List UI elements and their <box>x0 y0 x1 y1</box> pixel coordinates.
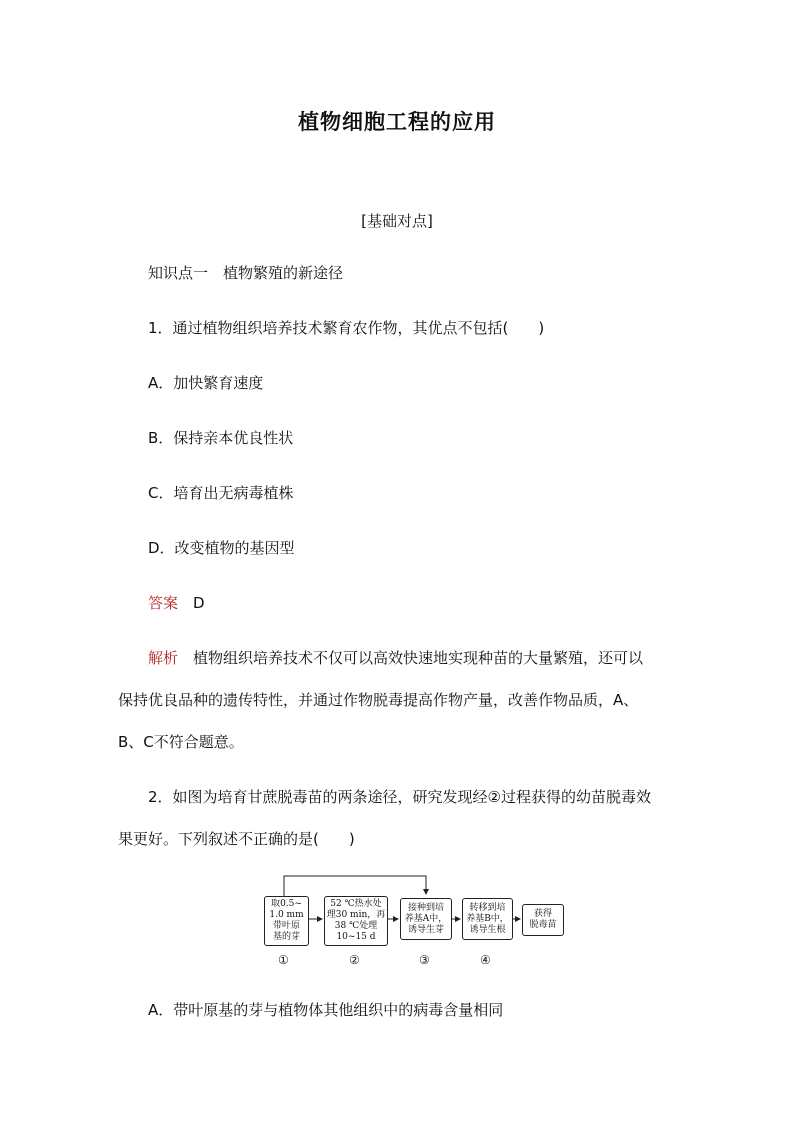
analysis-line-1 <box>148 648 643 668</box>
page-title: 植物细胞工程的应用 <box>298 109 496 134</box>
analysis-line-2: 保持优良品种的遗传特性，并通过作物脱毒提高作物产量，改善作物品质，A、 <box>118 691 639 709</box>
section-heading: [基础对点] <box>361 212 433 230</box>
question-1-option-c: C．培育出无病毒植株 <box>148 484 294 502</box>
question-2-stem-line-1: 2．如图为培育甘蔗脱毒苗的两条途径，研究发现经②过程获得的幼苗脱毒效 <box>148 788 651 806</box>
step-3-box: 接种到培 养基A中， 诱导生芽 <box>400 898 452 940</box>
step-label-1: ① <box>278 953 289 967</box>
bypass-arrow <box>284 876 426 896</box>
step-4-box: 转移到培 养基B中， 诱导生根 <box>462 898 513 940</box>
analysis-text-1: 植物组织培养技术不仅可以高效快速地实现种苗的大量繁殖，还可以 <box>193 649 644 667</box>
knowledge-point-heading: 知识点一 植物繁殖的新途径 <box>148 264 344 282</box>
answer-line <box>148 593 205 613</box>
step-1-box: 取0.5~ 1.0 mm 带叶原 基的芽 <box>264 896 309 946</box>
answer-label: 答案 <box>148 594 179 612</box>
question-2-option-a: A．带叶原基的芽与植物体其他组织中的病毒含量相同 <box>148 1001 504 1019</box>
answer-value: D <box>193 594 205 612</box>
question-1-stem: 1．通过植物组织培养技术繁育农作物，其优点不包括( ) <box>148 319 545 337</box>
question-2-stem-line-2: 果更好。下列叙述不正确的是( ) <box>118 830 355 848</box>
question-1-option-a: A．加快繁育速度 <box>148 374 264 392</box>
result-box: 获得 脱毒苗 <box>522 904 564 936</box>
step-label-4: ④ <box>480 953 491 967</box>
question-1-option-b: B．保持亲本优良性状 <box>148 429 294 447</box>
flow-diagram <box>262 874 572 974</box>
step-2-box: 52 ℃热水处 理30 min，再 38 ℃处理 10~15 d <box>324 896 388 946</box>
question-1-option-d: D．改变植物的基因型 <box>148 539 295 557</box>
analysis-label: 解析 <box>148 649 179 667</box>
step-label-3: ③ <box>419 953 430 967</box>
step-label-2: ② <box>349 953 360 967</box>
analysis-line-3: B、C不符合题意。 <box>118 733 244 751</box>
